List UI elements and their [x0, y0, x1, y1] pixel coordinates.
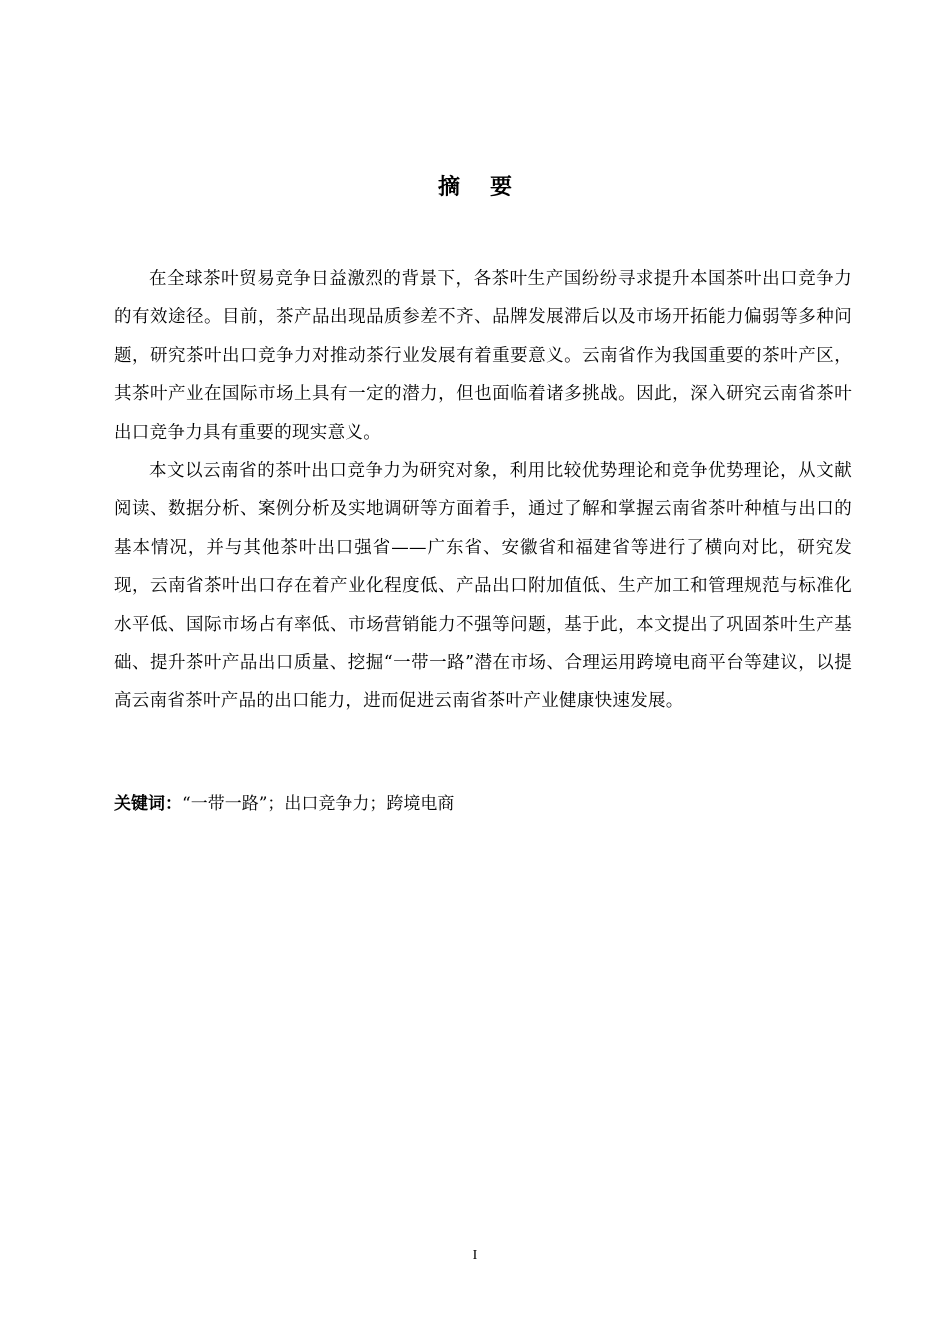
abstract-paragraph-2: 本文以云南省的茶叶出口竞争力为研究对象，利用比较优势理论和竞争优势理论，从文献阅读、数据分析、案例分析及实地调研等方面着手，通过了解和掌握云南省茶叶种植与出口的基本情况，并与其他茶叶出口强省——广东省、安徽省和福建省等进行了横向对比，研究发现，云南省茶叶出口存在着产业化程度低、产品出口附加值低、生产加工和管理规范与标准化水平低、国际市场占有率低、市场营销能力不强等问题，基于此，本文提出了巩固茶叶生产基础、提升茶叶产品出口质量、挖掘“一带一路”潜在市场、合理运用跨境电商平台等建议，以提高云南省茶叶产品的出口能力，进而促进云南省茶叶产业健康快速发展。: [114, 461, 852, 712]
keywords-label: 关键词：: [114, 794, 182, 814]
page-number: I: [472, 1248, 478, 1263]
abstract-title: 摘要: [437, 175, 542, 200]
abstract-paragraph-1: 在全球茶叶贸易竞争日益激烈的背景下，各茶叶生产国纷纷寻求提升本国茶叶出口竞争力的有效途径。目前，茶产品出现品质参差不齐、品牌发展滞后以及市场开拓能力偏弱等多种问题，研究茶叶出口竞争力对推动茶行业发展有着重要意义。云南省作为我国重要的茶叶产区，其茶叶产业在国际市场上具有一定的潜力，但也面临着诸多挑战。因此，深入研究云南省茶叶出口竞争力具有重要的现实意义。: [114, 269, 852, 443]
keywords-line: [114, 789, 852, 819]
keywords-value: “一带一路”；出口竞争力；跨境电商: [182, 794, 455, 814]
abstract-body: [114, 260, 852, 721]
